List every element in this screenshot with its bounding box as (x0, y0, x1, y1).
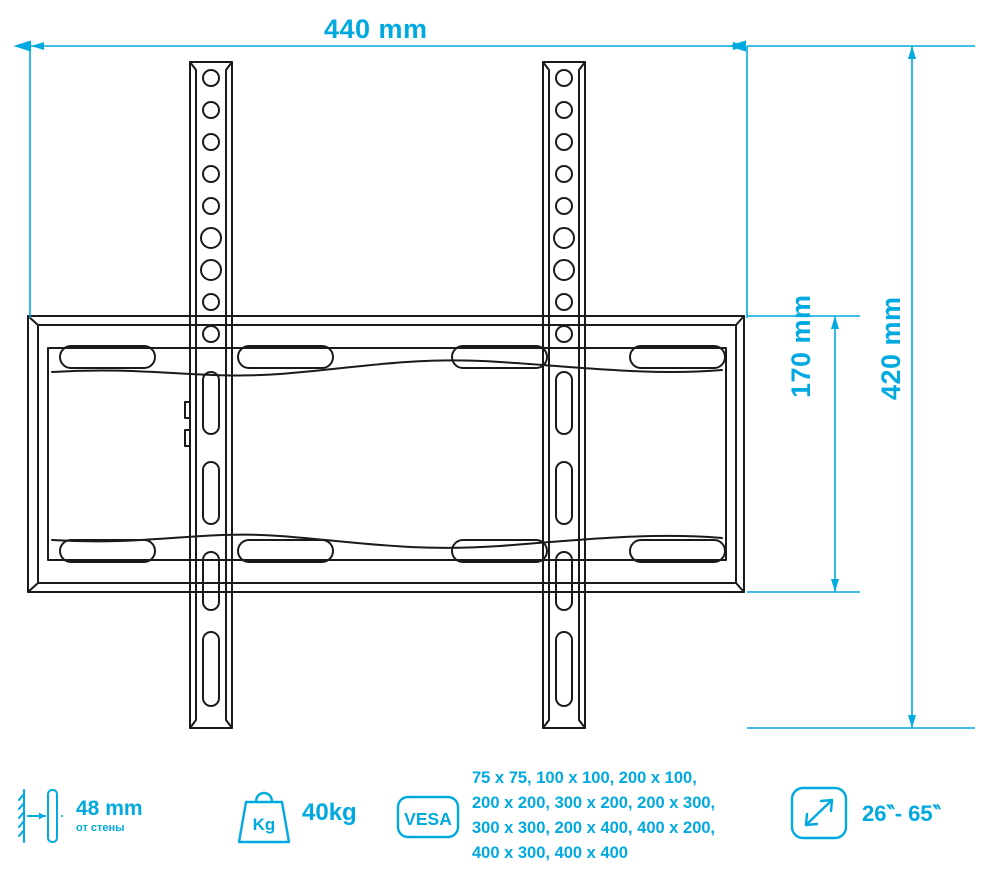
dimension-total-height-label: 420 mm (876, 296, 906, 400)
dimension-inner-height-label: 170 mm (786, 294, 816, 398)
dimension-width-label: 440 mm (324, 14, 428, 44)
vesa-line: 400 x 300, 400 x 400 (472, 844, 628, 862)
weight-icon (232, 780, 296, 846)
spec-screen-size-value: 26‶- 65‶ (862, 801, 941, 826)
vesa-icon (396, 785, 460, 847)
spec-depth-note: от стены (76, 821, 125, 834)
spec-weight (232, 780, 357, 846)
vesa-line: 200 x 200, 300 x 200, 200 x 300, (472, 794, 716, 812)
vesa-line: 300 x 300, 200 x 400, 400 x 200, (472, 819, 716, 837)
weight-icon-label: Kg (252, 815, 276, 834)
vesa-value-list (472, 766, 715, 866)
spec-weight-value: 40kg (302, 799, 357, 826)
spec-depth (18, 784, 143, 846)
spec-vesa (396, 766, 715, 866)
spec-row (0, 762, 982, 876)
vesa-icon-label: VESA (404, 809, 452, 829)
wall-depth-icon (18, 784, 72, 846)
spec-depth-value: 48 mm (76, 796, 143, 820)
vesa-line: 75 x 75, 100 x 100, 200 x 100, (472, 769, 697, 787)
spec-screen-size (790, 784, 941, 844)
diagonal-screen-icon (790, 784, 852, 844)
